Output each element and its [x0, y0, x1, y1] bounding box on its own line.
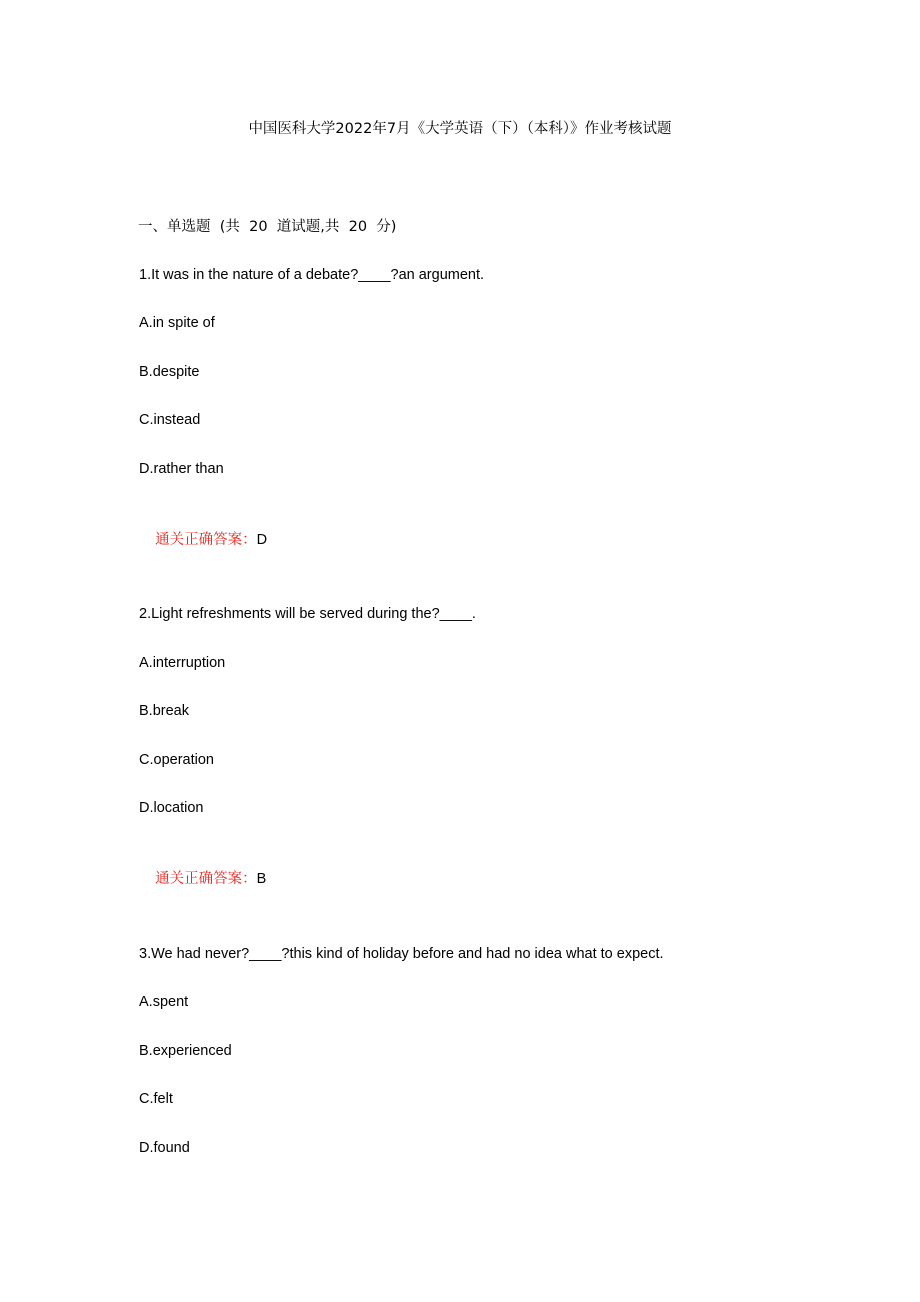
answer-label: 通关正确答案： [155, 871, 257, 887]
question-2-option-c: C.operation [139, 752, 214, 768]
question-1-option-d: D.rather than [139, 461, 224, 477]
question-1-option-b: B.despite [139, 364, 200, 380]
answer-label: 通关正确答案： [155, 532, 257, 548]
question-2-option-d: D.location [139, 800, 204, 816]
question-1-answer [139, 507, 267, 573]
answer-value: D [256, 532, 268, 548]
question-1-stem: 1.It was in the nature of a debate?____?an argument. [139, 267, 485, 283]
question-3-stem: 3.We had never?____?this kind of holiday before and had no idea what to expect. [139, 946, 664, 962]
question-3-option-d: D.found [139, 1140, 190, 1156]
question-2-stem: 2.Light refreshments will be served during the?____. [139, 606, 476, 622]
question-2-option-b: B.break [139, 703, 189, 719]
question-1-option-c: C.instead [139, 412, 201, 428]
question-2-option-a: A.interruption [139, 655, 226, 671]
document-title: 中国医科大学2022年7月《大学英语（下）（本科）》作业考核试题 [248, 121, 672, 137]
section-heading: 一、单选题 (共 20 道试题,共 20 分) [138, 219, 397, 235]
question-2-answer [139, 846, 266, 912]
question-3-option-b: B.experienced [139, 1043, 232, 1059]
question-3-option-a: A.spent [139, 994, 189, 1010]
question-3-option-c: C.felt [139, 1091, 173, 1107]
question-1-option-a: A.in spite of [139, 315, 215, 331]
answer-value: B [256, 871, 267, 887]
